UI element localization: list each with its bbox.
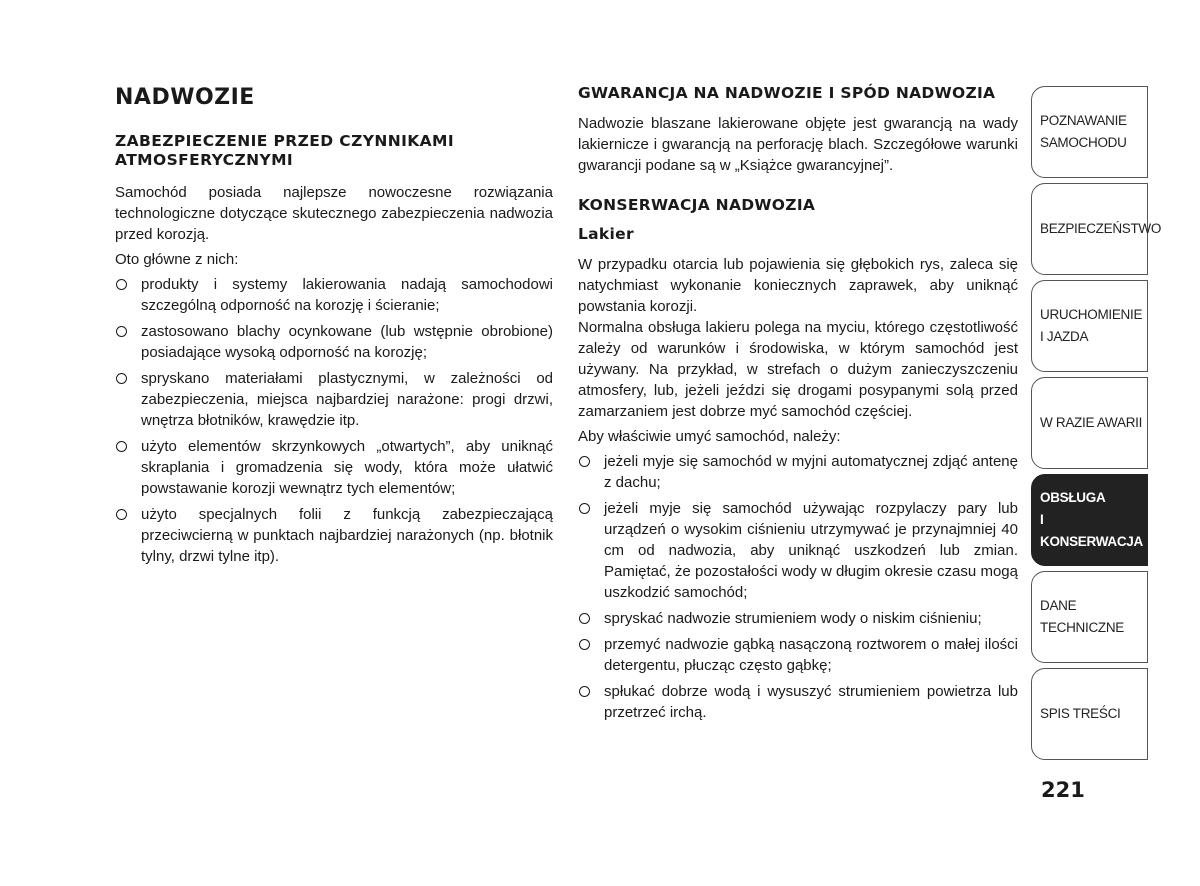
circle-bullet-icon [116,279,127,290]
list-item: spryskano materiałami plastycznymi, w zależności od zabezpieczenia, miejsca najbardziej narażone: progi drzwi, wnętrza błotników, krawędzie itp. [115,368,553,431]
list-item: przemyć nadwozie gąbką nasączoną roztworem o małej ilości detergentu, płucząc często gąbkę; [578,634,1018,676]
circle-bullet-icon [116,509,127,520]
circle-bullet-icon [579,613,590,624]
tab-technical-data[interactable]: DANE TECHNICZNE [1031,571,1148,663]
protection-list [115,274,553,567]
tab-getting-to-know-car[interactable]: POZNAWANIE SAMOCHODU [1031,86,1148,178]
washing-list [578,451,1018,723]
section-title-maintenance: KONSERWACJA NADWOZIA [578,196,816,214]
intro-paragraph: Samochód posiada najlepsze nowoczesne rozwiązania technologiczne dotyczące skutecznego zabezpieczenia nadwozia przed korozją. [115,184,553,243]
wash-lead-paragraph: Aby właściwie umyć samochód, należy: [578,428,841,445]
paint-paragraph-1: W przypadku otarcia lub pojawienia się głębokich rys, zaleca się natychmiast wykonanie koniecznych zaprawek, aby uniknąć powstania korozji. [578,256,1018,315]
list-item: użyto elementów skrzynkowych „otwartych”, aby uniknąć skraplania i gromadzenia się wody, która może ułatwić powstawanie korozji wewnątrz tych elementów; [115,436,553,499]
list-item: zastosowano blachy ocynkowane (lub wstępnie obrobione) posiadające wysoką odporność na korozję; [115,321,553,363]
circle-bullet-icon [579,503,590,514]
list-item: produkty i systemy lakierowania nadają samochodowi szczególną odporność na korozję i ścieranie; [115,274,553,316]
tab-starting-driving[interactable]: URUCHOMIENIE I JAZDA [1031,280,1148,372]
warranty-paragraph: Nadwozie blaszane lakierowane objęte jest gwarancją na wady lakiernicze i gwarancją na perforację blach. Szczegółowe warunki gwarancji podane są w „Książce gwarancyjnej”. [578,115,1018,174]
section-title-warranty: GWARANCJA NA NADWOZIE I SPÓD NADWOZIA [578,84,996,102]
list-item: jeżeli myje się samochód używając rozpylaczy pary lub urządzeń o wysokim ciśnieniu utrzymywać je przynajmniej 40 cm od nadwozia, aby uniknąć uszkodzeń lub zmian. Pamiętać, że pozostałości wody w długim okresie czasu mogą uszkodzić samochód; [578,498,1018,603]
page-number: 221 [1041,778,1085,802]
tab-index[interactable]: SPIS TREŚCI [1031,668,1148,760]
tab-emergency[interactable]: W RAZIE AWARII [1031,377,1148,469]
subsection-title-paint: Lakier [578,225,634,243]
tab-safety[interactable]: BEZPIECZEŃSTWO [1031,183,1148,275]
circle-bullet-icon [579,686,590,697]
circle-bullet-icon [116,326,127,337]
circle-bullet-icon [116,441,127,452]
page-title: NADWOZIE [115,85,255,110]
list-item: spryskać nadwozie strumieniem wody o niskim ciśnieniu; [578,608,1018,629]
section-title-weather-protection: ZABEZPIECZENIE PRZED CZYNNIKAMI ATMOSFERYCZNYMI [115,132,455,169]
circle-bullet-icon [116,373,127,384]
left-column [115,84,553,572]
list-item: użyto specjalnych folii z funkcją zabezpieczającą przeciwcierną w punktach najbardziej narażonych (np. błotnik tylny, drzwi tylne itp). [115,504,553,567]
list-item: jeżeli myje się samochód w myjni automatycznej zdjąć antenę z dachu; [578,451,1018,493]
circle-bullet-icon [579,456,590,467]
lead-paragraph: Oto główne z nich: [115,251,239,268]
list-item: spłukać dobrze wodą i wysuszyć strumieniem powietrza lub przetrzeć irchą. [578,681,1018,723]
right-column [578,84,1018,728]
circle-bullet-icon [579,639,590,650]
paint-paragraph-2: Normalna obsługa lakieru polega na myciu, którego częstotliwość zależy od warunków i środowiska, w którym samochód jest używany. Na przykład, w strefach o dużym zanieczyszczeniu atmosfery, lub, jeżeli jeździ się drogami posypanymi solą przed zamarzaniem jest dobrze myć samochód częściej. [578,319,1018,420]
chapter-tabs [1031,86,1162,765]
tab-maintenance[interactable]: OBSŁUGA I KONSERWACJA [1031,474,1148,566]
